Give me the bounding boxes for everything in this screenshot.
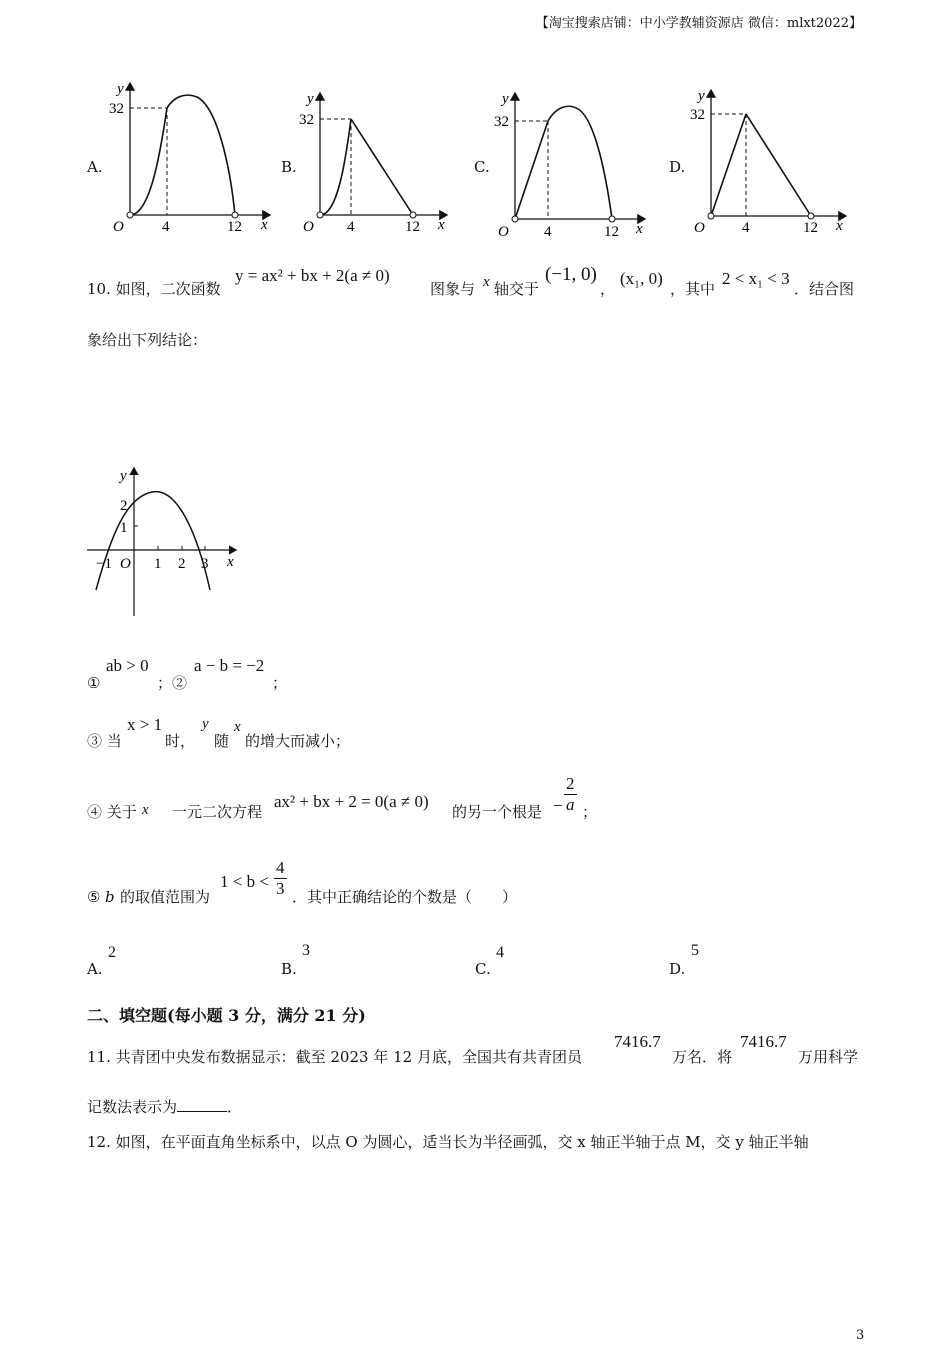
- q10-x-var: x: [483, 274, 490, 290]
- line-down: [746, 114, 811, 216]
- s4-a: 一元二次方程: [172, 803, 263, 821]
- y-axis-label: y: [307, 91, 314, 107]
- end-dot: [410, 212, 416, 218]
- s1-math: ab > 0: [106, 656, 149, 675]
- origin-dot: [127, 212, 133, 218]
- x-axis-label: x: [227, 554, 234, 570]
- q10-point2: (x₁, 0): [620, 269, 663, 288]
- option-a-label: A.: [87, 158, 103, 176]
- s5-mark: ⑤: [87, 888, 101, 906]
- s3-math: x > 1: [127, 715, 163, 734]
- x-tick-4: 4: [742, 220, 750, 236]
- x-tick-12: 12: [405, 219, 420, 235]
- s2-end: ；: [272, 674, 288, 692]
- s4-den: a: [566, 795, 575, 814]
- x-tick-12: 12: [803, 220, 818, 236]
- s4-mark: ④ 关于: [87, 803, 137, 821]
- line-segment: [515, 121, 548, 219]
- parabola-curve: [96, 492, 210, 590]
- s3-x: x: [234, 719, 241, 735]
- s4-math: ax² + bx + 2 = 0(a ≠ 0): [274, 792, 429, 811]
- y-tick-32: 32: [299, 112, 314, 128]
- s5-c: ．其中正确结论的个数是（ ）: [292, 888, 518, 906]
- x-tick-3: 3: [201, 556, 209, 572]
- s4-fraction: [564, 774, 577, 815]
- s3-mark: ③ 当: [87, 732, 122, 750]
- s4-b: 的另一个根是: [452, 803, 543, 821]
- q10-option-b-label: B.: [281, 960, 297, 978]
- q10-intro-5: ．结合图: [794, 280, 855, 298]
- y-tick-1: 1: [120, 520, 128, 536]
- option-b-label: B.: [281, 158, 297, 176]
- q10-option-c-value: 4: [496, 944, 504, 961]
- y-axis-label: y: [502, 91, 509, 107]
- graph-option-a: [105, 75, 275, 240]
- q10-intro-3: 轴交于: [494, 280, 540, 298]
- q11-num-2: 7416.7: [740, 1032, 787, 1051]
- x-axis-label: x: [261, 217, 268, 233]
- origin-label: O: [498, 224, 509, 240]
- answer-blank[interactable]: [177, 1097, 227, 1112]
- s3-y: y: [202, 716, 209, 732]
- q11-text-1: 11. 共青团中央发布数据显示：截至 2023 年 12 月底，全国共有共青团员: [87, 1048, 582, 1066]
- q10-option-c-label: C.: [475, 960, 491, 978]
- section-title: 二、填空题(每小题 3 分，满分 21 分): [87, 1006, 366, 1025]
- y-axis-label: y: [117, 81, 124, 97]
- origin-dot: [708, 213, 714, 219]
- origin-label: O: [120, 556, 131, 572]
- origin-dot: [317, 212, 323, 218]
- page-number: 3: [856, 1328, 865, 1343]
- y-axis-label: y: [698, 88, 705, 104]
- q10-point1: (−1, 0): [545, 264, 597, 285]
- end-dot: [609, 216, 615, 222]
- s5-a: 的取值范围为: [120, 888, 211, 906]
- q10-intro-4: ，其中: [670, 280, 716, 298]
- end-dot: [808, 213, 814, 219]
- x-axis-label: x: [636, 221, 643, 237]
- s4-num: 2: [566, 774, 575, 793]
- graph-option-d: [686, 82, 851, 242]
- s5-fraction: [274, 858, 287, 899]
- q10-option-d-value: 5: [691, 942, 699, 959]
- s4-end: ；: [582, 803, 598, 821]
- q10-intro-1: 10. 如图，二次函数: [87, 280, 221, 298]
- curve: [130, 95, 235, 215]
- q11-text-2: 万名．将: [672, 1048, 733, 1066]
- x-tick-4: 4: [162, 219, 170, 235]
- q10-option-a-label: A.: [87, 960, 103, 978]
- origin-dot: [512, 216, 518, 222]
- s5-math: 1 < b <: [220, 872, 269, 891]
- curve: [320, 119, 351, 215]
- y-tick-32: 32: [109, 101, 124, 117]
- x-tick-12: 12: [227, 219, 242, 235]
- q10-comma: ，: [600, 280, 616, 298]
- end-dot: [232, 212, 238, 218]
- s3-a: 时，: [165, 732, 196, 750]
- q10-range: 2 < x₁ < 3: [722, 269, 790, 288]
- curve: [548, 106, 612, 219]
- s4-x: x: [142, 802, 149, 818]
- s3-b: 随: [214, 732, 230, 750]
- q10-line1: [87, 279, 221, 299]
- x-tick-4: 4: [347, 219, 355, 235]
- q11-text-3: 万用科学: [798, 1048, 859, 1066]
- y-axis-label: y: [120, 468, 127, 484]
- graph-option-c: [490, 85, 650, 245]
- s1-mark: ①: [87, 674, 101, 692]
- q10-func: y = ax² + bx + 2(a ≠ 0): [235, 266, 390, 285]
- x-axis-label: x: [836, 218, 843, 234]
- s1-sep: ；②: [157, 674, 188, 692]
- s5-den: 3: [276, 879, 285, 898]
- origin-label: O: [694, 220, 705, 236]
- y-tick-2: 2: [120, 498, 128, 514]
- y-tick-32: 32: [690, 107, 705, 123]
- q10-parabola-graph: [82, 462, 242, 620]
- q11-num-1: 7416.7: [614, 1032, 661, 1051]
- s5-num: 4: [276, 858, 285, 877]
- q10-line2: 象给出下列结论：: [87, 331, 208, 349]
- option-c-label: C.: [474, 158, 490, 176]
- x-tick-2: 2: [178, 556, 186, 572]
- x-tick-12: 12: [604, 224, 619, 240]
- option-d-label: D.: [669, 158, 686, 176]
- s2-math: a − b = −2: [194, 656, 265, 675]
- origin-label: O: [113, 219, 124, 235]
- q10-option-d-label: D.: [669, 960, 686, 978]
- y-tick-32: 32: [494, 114, 509, 130]
- q11-line2-end: ．: [227, 1098, 243, 1116]
- q12-text: 12. 如图，在平面直角坐标系中，以点 O 为圆心，适当长为半径画弧，交 x 轴正半轴于点 M，交 y 轴正半轴: [87, 1133, 809, 1151]
- page-header: 【淘宝搜索店铺：中小学教辅资源店 微信：mlxt2022】: [535, 16, 862, 31]
- q11-line2: [87, 1097, 242, 1117]
- s4-neg: −: [553, 796, 563, 815]
- line-segment: [351, 119, 413, 215]
- q10-option-a-value: 2: [108, 944, 116, 961]
- x-tick-m1: −1: [96, 556, 112, 572]
- x-axis-label: x: [438, 217, 445, 233]
- s3-c: 的增大而减小；: [245, 732, 351, 750]
- origin-label: O: [303, 219, 314, 235]
- s5-b: b: [105, 888, 115, 906]
- x-tick-4: 4: [544, 224, 552, 240]
- x-tick-1: 1: [154, 556, 162, 572]
- graph-option-b: [295, 85, 455, 240]
- q10-intro-2: 图象与: [430, 280, 476, 298]
- q11-line2-text: 记数法表示为: [87, 1098, 178, 1116]
- q10-option-b-value: 3: [302, 942, 310, 959]
- line-up: [711, 114, 746, 216]
